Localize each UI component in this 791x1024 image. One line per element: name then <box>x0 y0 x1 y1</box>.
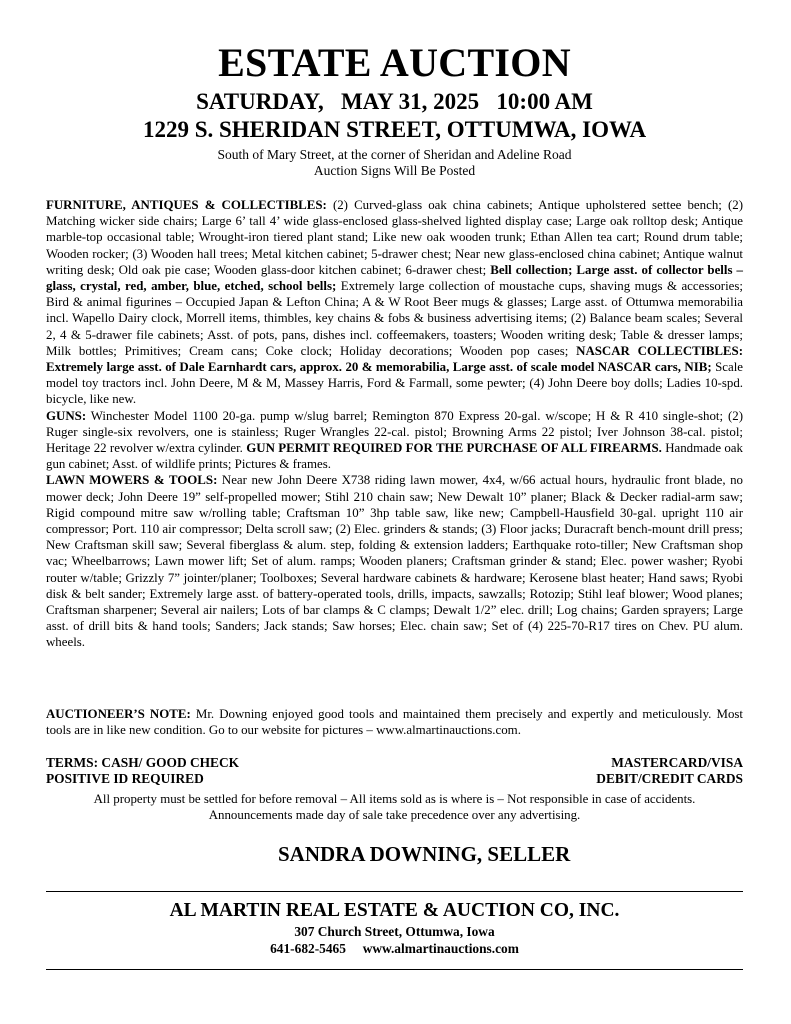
furniture-text-1: (2) Curved-glass oak china cabinets; Antique upholstered settee bench; (2) Matching wicker side chairs; Large 6’ tall 4’ wide glass-enclosed glass-shelved lighted display case; Large oak rolltop desk; Antique marble-top occasional table; Wrought-iron tiered plant stand; Like new oak wooden trunk; Ethan Allen tea cart; Round drum table; Wooden rocker; (3) Wooden hall trees; Metal kitchen cabinet; 5-drawer chest; Near new glass-enclosed china cabinet; Antique walnut writing desk; Old oak pie case; Wooden glass-door kitchen cabinet; 6-drawer chest; <box>46 198 743 277</box>
furniture-section <box>46 197 743 408</box>
gun-permit-notice: GUN PERMIT REQUIRED FOR THE PURCHASE OF ALL FIREARMS. <box>246 441 662 456</box>
terms-payment: TERMS: CASH/ GOOD CHECK <box>46 755 240 770</box>
guns-text-1: Winchester Model 1100 20-ga. pump w/slug barrel; Remington 870 Express 20-gal. w/scope; H & R 410 single-shot; (2) Ruger single-six revolvers, one is stainless; Ruger Wrangles 22-cal. pistol; Browning Arms 22 pistol; Iver Johnson 38-cal. pistol; Heritage 22 revolver w/extra cylinder. <box>46 408 743 456</box>
signs-text: Auction Signs Will Be Posted <box>313 163 476 178</box>
furniture-text-2: Extremely large collection of moustache cups, shaving mugs & accessories; Bird & animal figurines – Occupied Japan & Lefton China; A & W Root Beer mugs & glasses; Large asst. of Ottumwa memorabilia incl. Wapello Dairy clock, Morrell items, thimbles, key chains & fobs & business advertising items; (2) Balance beam scales; Several 2, 4 & 5-drawer file cabinets; Asst. of pots, pans, dishes incl. coffeemakers, toasters; Wooden writing desk; Table & dresser lamps; Milk bottles; Primitives; Cream cans; Coke clock; Holiday decorations; Wooden pop cases; <box>46 279 744 358</box>
terms-cards: MASTERCARD/VISA <box>611 755 743 770</box>
mowers-section <box>46 472 743 650</box>
company-name: AL MARTIN REAL ESTATE & AUCTION CO, INC. <box>169 900 620 921</box>
terms-id: POSITIVE ID REQUIRED <box>46 771 204 786</box>
auctioneer-note <box>46 706 743 738</box>
auction-address: 1229 S. SHERIDAN STREET, OTTUMWA, IOWA <box>142 117 647 142</box>
guns-section <box>46 408 743 473</box>
nascar-collectibles-text: NASCAR COLLECTIBLES: Extremely large asst. of Dale Earnhardt cars, approx. 20 & memorabilia, Large asst. of scale model NASCAR cars, NIB; <box>46 343 743 375</box>
divider-bottom <box>46 969 743 970</box>
divider-top <box>46 891 743 892</box>
item-listings <box>46 197 743 651</box>
guns-text-2: Handmade oak gun cabinet; Asst. of wildlife prints; Pictures & frames. <box>46 441 743 472</box>
auctioneer-note-heading: AUCTIONEER’S NOTE: <box>46 707 191 721</box>
company-street: 307 Church Street, Ottumwa, Iowa <box>294 924 495 939</box>
bell-collection-text: Bell collection; Large asst. of collector bells – glass, crystal, red, amber, blue, etched, school bells; <box>46 262 743 294</box>
mowers-text: Near new John Deere X738 riding lawn mower, 4x4, w/66 actual hours, hydraulic front blade, no mower deck; John Deere 19” self-propelled mower; Stihl 210 chain saw; New Dewalt 10” planer; Black & Decker radial-arm saw; Rigid compound mitre saw w/rolling table; Craftsman 10” 3hp table saw, like new; Campbell-Hausfield 30-gal. upright 110 air compressor; Port. 110 air compressor; Delta scroll saw; (2) Elec. grinders & stands; (3) Floor jacks; Duracraft bench-mount drill press; New Craftsman skill saw; Several fiberglass & alum. step, folding & extension ladders; Earthquake roto-tiller; New Craftsman shop vac; Wheelbarrows; Lawn mower lift; Set of alum. ramps; Wooden planers; Craftsman grinder & stand; Elec. power washer; Ryobi router w/table; Grizzly 7” jointer/planer; Toolboxes; Several hardware cabinets & hardware; Kerosene blast heater; Hand saws; Ryobi disk & belt sander; Extremely large asst. of battery-operated tools, drills, impacts, sawzalls; Rotozip; Stihl leaf blower; Wood planes; Craftsman sharpener; Several air nailers; Lots of bar clamps & C clamps; Dewalt 1/2” elec. drill; Log chains; Garden sprayers; Large asst. of drill bits & hand tools; Sanders; Jack stands; Saw horses; Elec. chain saw; Set of (4) 225-70-R17 tires on Chev. PU alum. wheels. <box>46 473 743 650</box>
mowers-heading: LAWN MOWERS & TOOLS: <box>46 473 218 488</box>
settlement-notice: All property must be settled for before removal – All items sold as is where is – Not responsible in case of accidents. <box>93 792 696 806</box>
terms-debit: DEBIT/CREDIT CARDS <box>596 771 743 786</box>
furniture-heading: FURNITURE, ANTIQUES & COLLECTIBLES: <box>46 198 327 212</box>
auctioneer-note-text: Mr. Downing enjoyed good tools and maintained them precisely and expertly and meticulously. Most tools are in like new condition. Go to our website for pictures – www.almartinauctions.com. <box>46 707 743 738</box>
seller-name: SANDRA DOWNING, SELLER <box>278 842 571 866</box>
announcement-notice: Announcements made day of sale take precedence over any advertising. <box>208 808 581 822</box>
page-title: ESTATE AUCTION <box>218 40 571 85</box>
furniture-text-3: Scale model toy tractors incl. John Deere, M & M, Massey Harris, Ford & Farmall, some pewter; (4) John Deere boy dolls; Ladies 10-spd. bicycle, like new. <box>46 360 744 407</box>
auction-date-time: SATURDAY, MAY 31, 2025 10:00 AM <box>196 89 593 114</box>
guns-heading: GUNS: <box>46 408 87 423</box>
company-contact: 641-682-5465 www.almartinauctions.com <box>270 941 519 956</box>
directions-text: South of Mary Street, at the corner of Sheridan and Adeline Road <box>217 147 572 162</box>
